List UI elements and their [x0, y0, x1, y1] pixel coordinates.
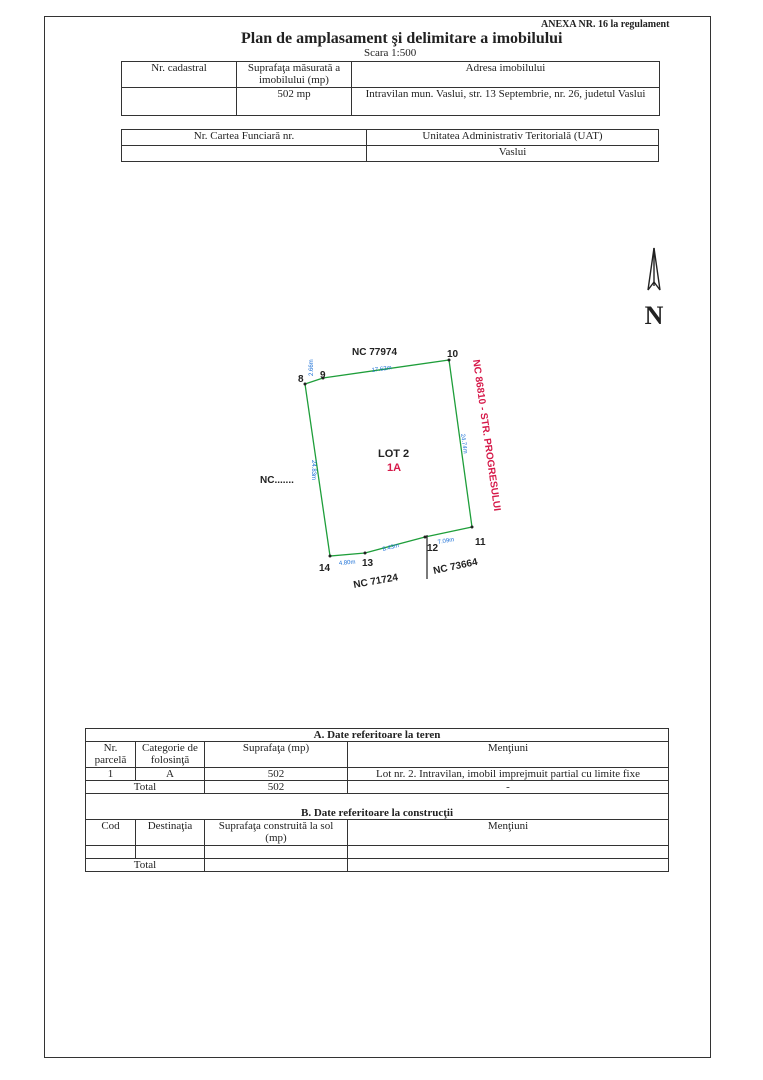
building-total-notes: [348, 859, 669, 872]
building-total-area: [205, 859, 348, 872]
land-total-label: Total: [86, 781, 205, 794]
nc-bottom-right-label: NC 73664: [432, 556, 479, 577]
cad-number-value: [122, 88, 237, 116]
building-use-cell: [136, 846, 205, 859]
dim-12-13: 8.43m: [382, 543, 400, 553]
building-notes-cell: [348, 846, 669, 859]
cf-header: Nr. Cartea Funciară nr.: [122, 130, 367, 146]
lot-label: LOT 2: [378, 448, 410, 460]
land-notes-header: Menţiuni: [348, 742, 669, 768]
dim-13-14: 4.80m: [338, 559, 356, 567]
dim-9-10: 17.62m: [371, 365, 393, 374]
section-b-title: B. Date referitoare la construcţii: [86, 794, 669, 820]
dim-11-12: 7.09m: [437, 537, 455, 546]
address-value: Intravilan mun. Vaslui, str. 13 Septembrie, nr. 26, judetul Vaslui: [352, 88, 660, 116]
point-13: 13: [362, 558, 374, 569]
parcel-plan: [250, 330, 520, 605]
land-notes-cell: Lot nr. 2. Intravilan, imobil imprejmuit partial cu limite fixe: [348, 768, 669, 781]
document-title: Plan de amplasament şi delimitare a imobilului: [241, 30, 563, 47]
cf-table: [121, 129, 659, 162]
cad-number-header: Nr. cadastral: [122, 62, 237, 88]
nc-right-street-label: NC 86810 - STR. PROGRESULUI: [470, 358, 503, 512]
area-header: Suprafaţa măsurată a imobilului (mp): [237, 62, 352, 88]
uat-header: Unitatea Administrativ Teritorială (UAT): [367, 130, 659, 146]
property-table: [121, 61, 660, 116]
land-area-header: Suprafaţa (mp): [205, 742, 348, 768]
dim-14-8: 24.83m: [310, 460, 316, 481]
dim-8-9: 2.66m: [309, 359, 315, 376]
building-area-header: Suprafaţa construită la sol (mp): [205, 820, 348, 846]
point-9: 9: [320, 370, 326, 381]
land-area-cell: 502: [205, 768, 348, 781]
point-8: 8: [298, 374, 304, 385]
point-12: 12: [427, 543, 439, 554]
building-notes-header: Menţiuni: [348, 820, 669, 846]
address-header: Adresa imobilului: [352, 62, 660, 88]
area-value: 502 mp: [237, 88, 352, 116]
building-use-header: Destinaţia: [136, 820, 205, 846]
nc-left-label: NC.......: [260, 475, 294, 486]
point-10: 10: [447, 349, 459, 360]
nc-bottom-left-label: NC 71724: [352, 572, 399, 591]
section-a-title: A. Date referitoare la teren: [86, 729, 669, 742]
building-total-label: Total: [86, 859, 205, 872]
annex-label: ANEXA NR. 16 la regulament: [541, 19, 670, 30]
use-category-cell: A: [136, 768, 205, 781]
use-category-header: Categorie de folosinţă: [136, 742, 205, 768]
north-label: N: [644, 301, 664, 328]
land-total-notes: -: [348, 781, 669, 794]
north-arrow: [636, 246, 672, 333]
point-14: 14: [319, 563, 331, 574]
building-area-cell: [205, 846, 348, 859]
building-code-header: Cod: [86, 820, 136, 846]
uat-value: Vaslui: [367, 146, 659, 162]
lot-code: 1A: [387, 462, 402, 474]
parcel-nr-cell: 1: [86, 768, 136, 781]
cf-value: [122, 146, 367, 162]
building-code-cell: [86, 846, 136, 859]
land-total-area: 502: [205, 781, 348, 794]
scale-label: Scara 1:500: [364, 47, 417, 59]
nc-top-label: NC 77974: [352, 347, 398, 358]
parcel-nr-header: Nr. parcelă: [86, 742, 136, 768]
land-buildings-table: [85, 728, 669, 872]
point-11: 11: [475, 537, 486, 548]
dim-10-11: 24.74m: [459, 433, 468, 455]
